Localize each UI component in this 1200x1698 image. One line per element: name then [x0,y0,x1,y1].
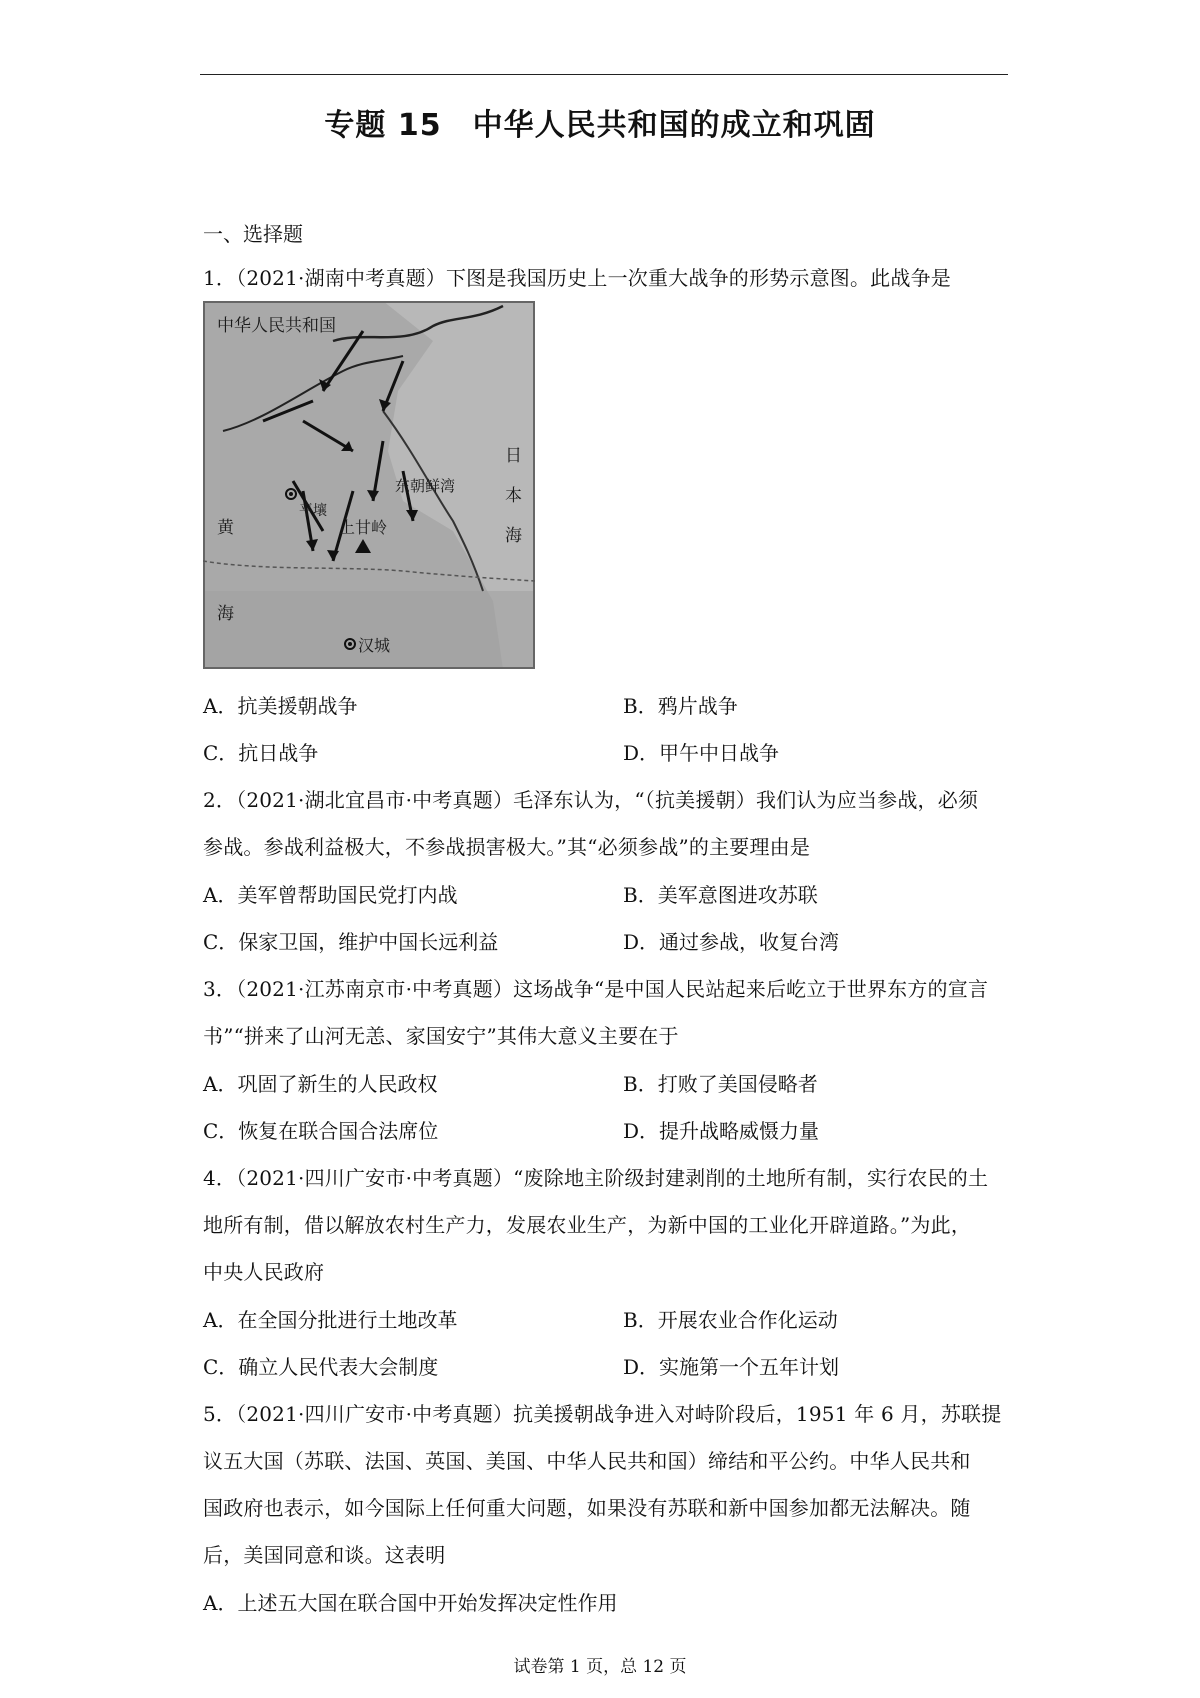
q2-option-d: D．通过参战，收复台湾 [623,930,840,954]
question-5-line-4: 后，美国同意和谈。这表明 [203,1543,446,1567]
question-2-line-2: 参战。参战利益极大，不参战损害极大。”其“必须参战”的主要理由是 [203,835,811,859]
map-label-prc: 中华人民共和国 [217,316,336,336]
question-4-line-2: 地所有制，借以解放农村生产力，发展农业生产，为新中国的工业化开辟道路。”为此， [203,1213,972,1237]
q3-option-c: C．恢复在联合国合法席位 [203,1119,439,1143]
q1-option-d: D．甲午中日战争 [623,741,780,765]
map-label-huang: 黄 [217,518,234,538]
question-4-line-1: 4．（2021·四川广安市·中考真题）“废除地主阶级封建剥削的土地所有制，实行农民的土 [203,1166,989,1190]
question-5-line-3: 国政府也表示，如今国际上任何重大问题，如果没有苏联和新中国参加都无法解决。随 [203,1496,971,1520]
map-label-seoul: 汉城 [358,636,391,655]
map-label-ri: 日 [505,446,522,466]
q4-option-d: D．实施第一个五年计划 [623,1355,840,1379]
q1-option-c: C．抗日战争 [203,741,319,765]
q2-option-b: B．美军意图进攻苏联 [623,883,818,907]
q4-option-c: C．确立人民代表大会制度 [203,1355,439,1379]
question-3-line-2: 书”“拼来了山河无恙、家国安宁”其伟大意义主要在于 [203,1024,679,1048]
q3-option-d: D．提升战略威慑力量 [623,1119,820,1143]
q2-option-c: C．保家卫国，维护中国长远利益 [203,930,499,954]
map-label-east-korea-bay: 东朝鲜湾 [395,477,456,495]
q5-option-a: A．上述五大国在联合国中开始发挥决定性作用 [203,1591,618,1615]
map-label-pyongyang: 平壤 [299,503,327,519]
question-1-line-1: 1．（2021·湖南中考真题）下图是我国历史上一次重大战争的形势示意图。此战争是 [203,266,951,290]
page-title: 专题 15 中华人民共和国的成立和巩固 [324,108,876,143]
q4-option-a: A．在全国分批进行土地改革 [203,1308,458,1332]
q1-option-a: A．抗美援朝战争 [203,694,358,718]
q1-option-b: B．鸦片战争 [623,694,738,718]
map-label-ben: 本 [505,486,522,506]
question-5-line-1: 5．（2021·四川广安市·中考真题）抗美援朝战争进入对峙阶段后，1951 年 6 月，苏联提 [203,1402,1002,1426]
page-footer: 试卷第 1 页，总 12 页 [513,1657,687,1677]
q3-option-b: B．打败了美国侵略者 [623,1072,818,1096]
map-label-hai-east: 海 [505,526,522,546]
war-situation-map [203,301,535,669]
header-rule [200,74,1008,75]
question-2-line-1: 2．（2021·湖北宜昌市·中考真题）毛泽东认为，“（抗美援朝）我们认为应当参战，必须 [203,788,979,812]
question-4-line-3: 中央人民政府 [203,1260,325,1284]
question-3-line-1: 3．（2021·江苏南京市·中考真题）这场战争“是中国人民站起来后屹立于世界东方的宣言 [203,977,989,1001]
q2-option-a: A．美军曾帮助国民党打内战 [203,883,458,907]
section-heading: 一、选择题 [203,222,303,246]
map-svg [203,301,535,669]
question-5-line-2: 议五大国（苏联、法国、英国、美国、中华人民共和国）缔结和平公约。中华人民共和 [203,1449,971,1473]
map-label-hai-west: 海 [217,604,234,624]
map-label-shangganling: 上甘岭 [339,518,388,537]
q4-option-b: B．开展农业合作化运动 [623,1308,838,1332]
q3-option-a: A．巩固了新生的人民政权 [203,1072,438,1096]
